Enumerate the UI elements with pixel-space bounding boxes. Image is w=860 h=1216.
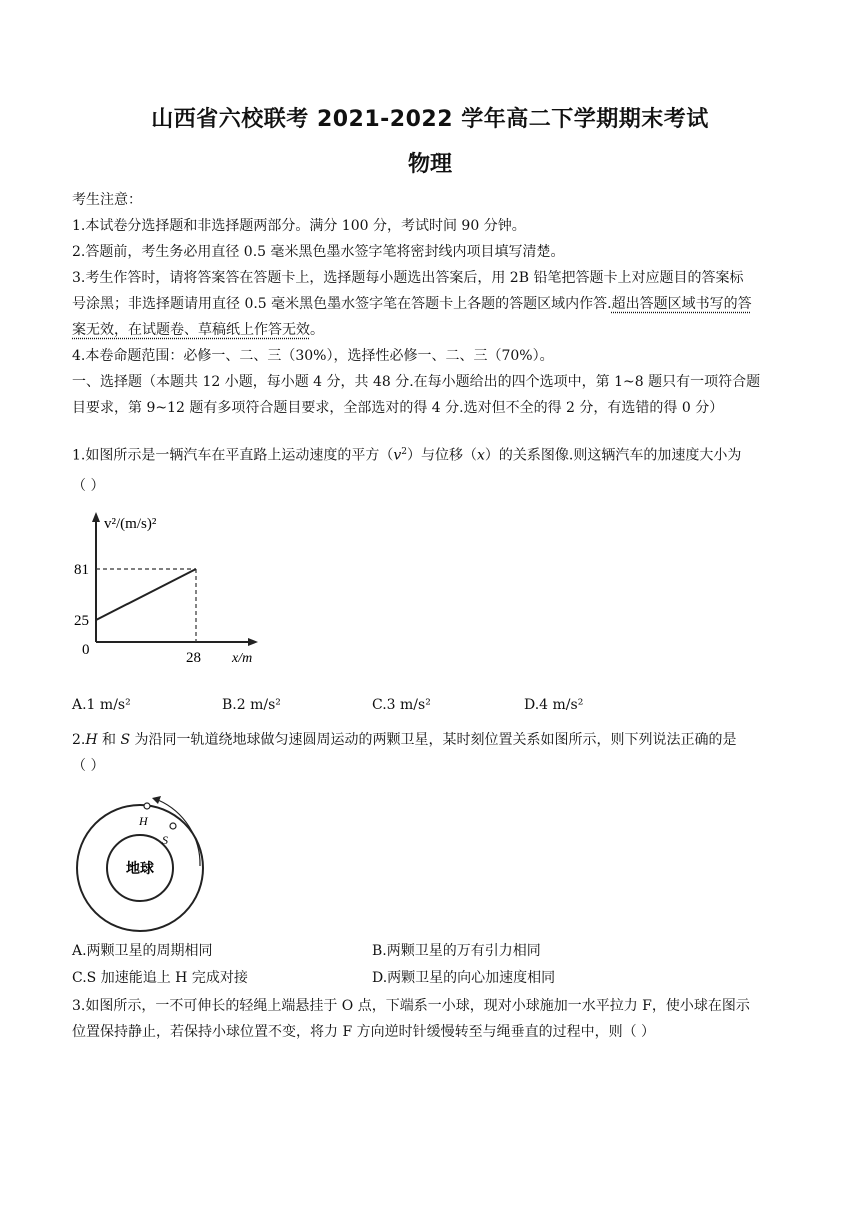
q1-stem-c: ）的关系图像.则这辆汽车的加速度大小为 (484, 447, 742, 464)
q2-option-a: A.两颗卫星的周期相同 (72, 943, 213, 959)
q1-data-line (96, 569, 196, 620)
q1-y-label: v²/(m/s)² (104, 516, 157, 532)
q1-var-sup: 2 (401, 447, 408, 457)
section1-desc-1: 一、选择题（本题共 12 小题，每小题 4 分，共 48 分.在每小题给出的四个选项中，第 1~8 题只有一项符合题 (72, 374, 761, 390)
notice-item-3-end (72, 320, 792, 340)
q1-paren: （ ） (72, 478, 105, 494)
q1-x-tick-28: 28 (186, 650, 201, 666)
notice-item-3-text: 号涂黑；非选择题请用直径 0.5 毫米黑色墨水签字笔在答题卡上各题的答题区域内作答. (72, 296, 612, 312)
notice-item-3-period: 。 (310, 322, 324, 338)
q2-stem (72, 730, 792, 750)
q2-option-b: B.两颗卫星的万有引力相同 (372, 943, 541, 959)
q1-var-v: v (393, 447, 402, 464)
q2-label-s: S (162, 833, 168, 847)
q1-x-arrow (248, 638, 258, 646)
q2-stem-b: 为沿同一轨道绕地球做匀速圆周运动的两颗卫星，某时刻位置关系如图所示，则下列说法正确的是 (130, 732, 737, 748)
q2-satellite-s (170, 823, 176, 829)
exam-title: 山西省六校联考 2021-2022 学年高二下学期期末考试 (151, 107, 709, 132)
q1-y-arrow (92, 512, 100, 522)
q1-y-tick-25: 25 (74, 613, 89, 629)
notice-item-3-cont (72, 294, 792, 314)
q1-origin: 0 (82, 642, 90, 658)
q2-paren: （ ） (72, 758, 105, 774)
notice-item-3-emphasis-2: 案无效，在试题卷、草稿纸上作答无效 (72, 322, 310, 338)
q2-and: 和 (97, 732, 121, 748)
q1-x-label: x/m (232, 651, 253, 666)
q1-var-x: x (477, 447, 485, 464)
q1-option-c: C.3 m/s² (372, 697, 431, 713)
q2-var-s: S (120, 732, 131, 748)
q1-stem-a: 1.如图所示是一辆汽车在平直路上运动速度的平方（ (72, 447, 394, 464)
q3-stem-2: 位置保持静止，若保持小球位置不变，将力 F 方向逆时针缓慢转至与绳垂直的过程中，则（ ） (72, 1024, 656, 1040)
q1-option-d: D.4 m/s² (524, 697, 584, 713)
notice-item-4: 4.本卷命题范围：必修一、二、三（30%），选择性必修一、二、三（70%）。 (72, 348, 554, 364)
q1-graph (72, 508, 272, 670)
notice-item-3: 3.考生作答时，请将答案答在答题卡上，选择题每小题选出答案后，用 2B 铅笔把答题卡上对应题目的答案标 (72, 270, 744, 286)
q2-option-d: D.两颗卫星的向心加速度相同 (372, 970, 556, 986)
section1-desc-2: 目要求，第 9~12 题有多项符合题目要求，全部选对的得 4 分.选对但不全的得 2 分，有选错的得 0 分） (72, 400, 724, 416)
notice-item-3-emphasis: 超出答题区域书写的答 (611, 296, 752, 312)
q2-satellite-h (144, 803, 150, 809)
notice-heading: 考生注意： (72, 192, 142, 208)
q1-option-a: A.1 m/s² (72, 697, 131, 713)
q2-label-h: H (139, 814, 148, 828)
q2-var-h: H (85, 732, 98, 748)
q1-option-b: B.2 m/s² (222, 697, 281, 713)
q2-stem-a: 2. (72, 732, 86, 748)
q1-stem (72, 442, 792, 466)
notice-item-2: 2.答题前，考生务必用直径 0.5 毫米黑色墨水签字笔将密封线内项目填写清楚。 (72, 244, 565, 260)
q2-option-c: C.S 加速能追上 H 完成对接 (72, 970, 248, 986)
subject-title: 物理 (407, 152, 452, 177)
q1-y-tick-81: 81 (74, 562, 89, 578)
q1-stem-b: ）与位移（ (407, 447, 478, 464)
q2-arrow-head (152, 796, 161, 804)
notice-item-1: 1.本试卷分选择题和非选择题两部分。满分 100 分，考试时间 90 分钟。 (72, 218, 526, 234)
q2-orbit-figure (72, 792, 222, 932)
q3-stem-1: 3.如图所示，一不可伸长的轻绳上端悬挂于 O 点，下端系一小球，现对小球施加一水平拉力 F，使小球在图示 (72, 998, 750, 1014)
q2-earth-label: 地球 (126, 862, 154, 877)
